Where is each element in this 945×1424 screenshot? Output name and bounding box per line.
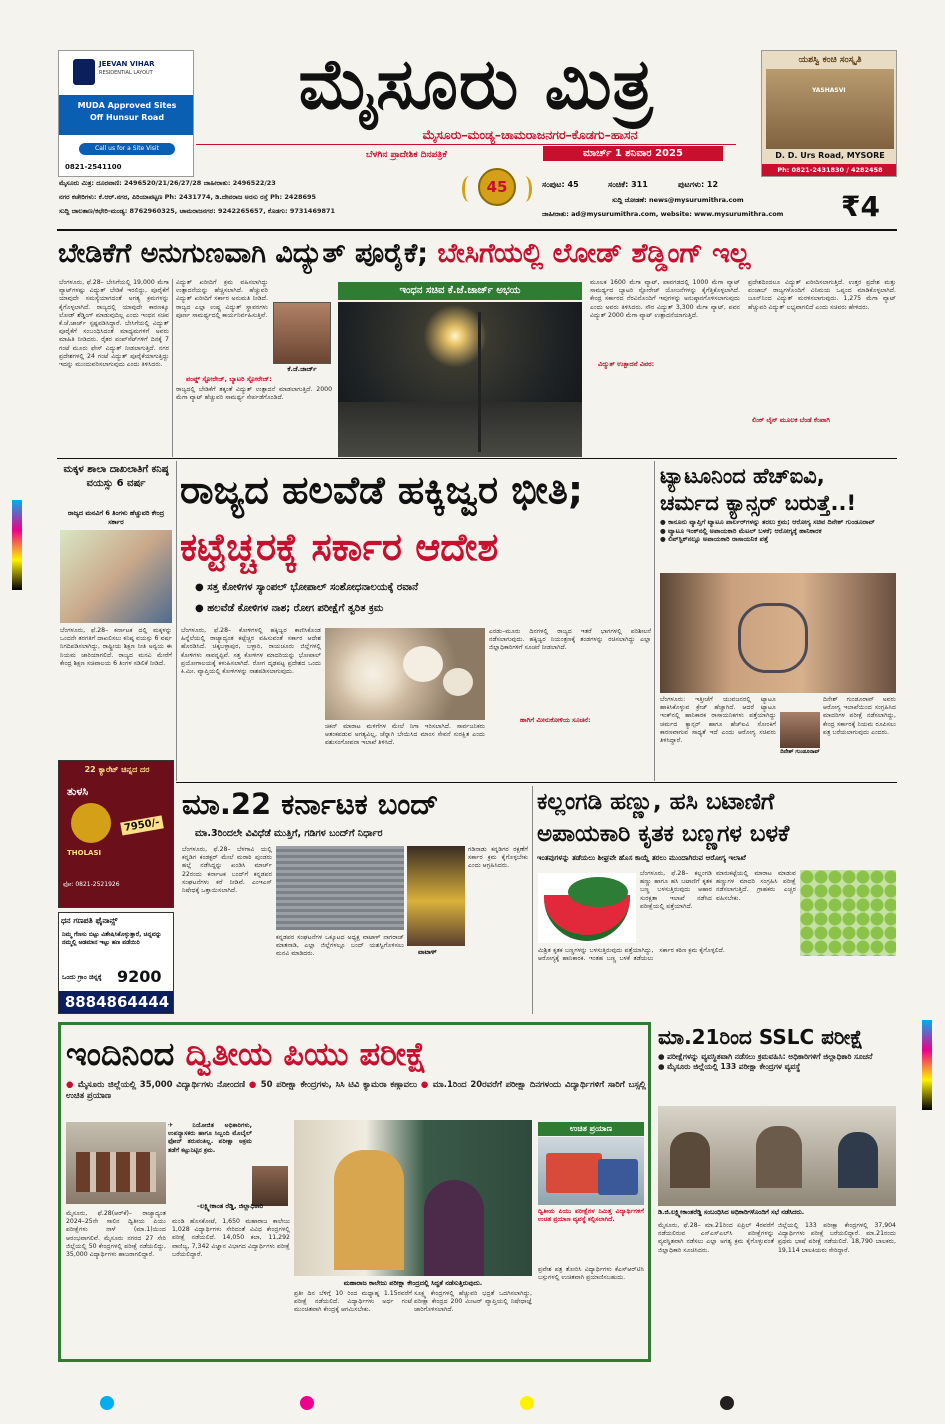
ad-brand: JEEVAN VIHAR — [99, 60, 155, 68]
bandh-body1: ಬೆಂಗಳೂರು, ಫೆ.28– ಬೆಳಗಾವಿ ಯಲ್ಲಿ ಕನ್ನಡಿಗ ಕಂಡಕ್ಟರ್ ಮೇಲೆ ಮರಾಠಿ ಪುಂಡರು ಹಲ್ಲೆ ನಡೆಸಿದ್ದನ್ನು ಖಂಡಿಸಿ ಮಾರ್ಚ್ 22ರಂದು ಕರ್ನಾಟಕ ಬಂದ್‌ಗೆ ಕನ್ನಡಪರ ಸಂಘಟನೆಗಳು ಕರೆ ನೀಡಿವೆ. ಎಂಇಎಸ್ ನಿಷೇಧಕ್ಕೆ ಒತ್ತಾಯಿಸಲಾಗಿದೆ. — [182, 846, 272, 895]
colour-headline-b: ಅಪಾಯಕಾರಿ ಕೃತಕ ಬಣ್ಣಗಳ ಬಳಕೆ — [537, 821, 790, 847]
power-banner: ಇಂಧನ ಸಚಿವ ಕೆ.ಜೆ.ಜಾರ್ಜ್ ಅಭಯ — [338, 282, 582, 300]
info-line1: ಮೈಸೂರು ಮಿತ್ರ: ದೂರವಾಣಿ: 2496520/21/26/27/28 ಜಾಹೀರಾತು: 2496522/23 — [59, 179, 276, 187]
ad-line2: Off Hunsur Road — [89, 113, 165, 122]
vatal-photo — [407, 846, 465, 946]
registration-mark — [720, 1396, 734, 1410]
masthead-tagline: ಮೈಸೂರು–ಮಂಡ್ಯ–ಚಾಮರಾಜನಗರ–ಕೊಡಗು–ಹಾಸನ — [422, 127, 638, 142]
ad-line1: MUDA Approved Sites — [77, 101, 177, 110]
colour-headline-a: ಕಲ್ಲಂಗಡಿ ಹಣ್ಣು, ಹಸಿ ಬಟಾಣಿಗೆ — [537, 789, 775, 815]
birdflu-headline-a: ರಾಜ್ಯದ ಹಲವೆಡೆ ಹಕ್ಕಿಜ್ವರ ಭೀತಿ; — [180, 468, 584, 512]
meeting-photo — [658, 1106, 896, 1206]
quote-by: –ಲಕ್ಷ್ಮೀಕಾಂತ ರೆಡ್ಡಿ, ಜಿಲ್ಲಾಧಿಕಾರಿ — [196, 1202, 264, 1210]
logo-icon — [73, 59, 95, 85]
school-body: ಬೆಂಗಳೂರು, ಫೆ.28– ಕರ್ನಾಟಕ ದಲ್ಲಿ ಮಕ್ಕಳನ್ನು ಒಂದನೇ ತರಗತಿಗೆ ದಾಖಲಿಸಲು ಕನಿಷ್ಠ ವಯಸ್ಸು 6 ವರ್ಷ ನಿಗದಿಪಡಿಸಲಾಗಿದ್ದು, ರಾಷ್ಟ್ರೀಯ ಶಿಕ್ಷಣ ನೀತಿ ಅನ್ವಯ ಈ ನಿಯಮ ಜಾರಿಯಾಗಲಿದೆ. ರಾಜ್ಯದ ಮನವಿ ಮೇರೆಗೆ ಕೇಂದ್ರ ಶಿಕ್ಷಣ ಸಚಿವಾಲಯ 6 ತಿಂಗಳ ಸಡಿಲಿಕೆ ನೀಡಿದೆ. — [60, 627, 172, 667]
power-col3: ರಾಜ್ಯದಲ್ಲಿ ಬೇಡಿಕೆಗೆ ತಕ್ಕಂತೆ ವಿದ್ಯುತ್ ಉತ್ಪಾದನೆ ಮಾಡಲಾಗುತ್ತಿದೆ. 2000 ಮೆಗಾ ವ್ಯಾಟ್ ಹೆಚ್ಚುವರಿ ಸಾಮರ್ಥ್ಯ ಸೇರ್ಪಡೆಗೊಂಡಿದೆ. — [176, 386, 332, 402]
sslc-body2: ಜಿಲ್ಲೆಯಲ್ಲಿ 133 ಪರೀಕ್ಷಾ ಕೇಂದ್ರಗಳಲ್ಲಿ 37,904 ವಿದ್ಯಾರ್ಥಿಗಳು ಪರೀಕ್ಷೆ ಬರೆಯಲಿದ್ದಾರೆ. ಮಾ.21ರಂದು ಪ್ರಥಮ ಭಾಷೆ ಪರೀಕ್ಷೆ ನಡೆಯಲಿದೆ. 18,790 ಬಾಲಕರು, 19,114 ಬಾಲಕಿಯರು ಸೇರಿದ್ದಾರೆ. — [778, 1222, 896, 1254]
ad-addr: D. D. Urs Road, MYSORE — [775, 151, 885, 160]
issue-date: ಮಾರ್ಚ್ 1 ಶನಿವಾರ 2025 — [543, 146, 723, 161]
gold-ad[interactable]: 22 ಕ್ಯಾರೆಟ್ ಚಿನ್ನದ ದರ ತುಳಸಿ THOLASI 7950/- ಫೋ: 0821-2521926 — [58, 760, 174, 908]
right-ad[interactable] — [761, 50, 897, 177]
power-sub3: ಪಂಪ್ಡ್ ಸ್ಟೋರೇಜ್, ಬ್ಯಾಟರಿ ಸ್ಟೋರೇಜ್: — [186, 375, 272, 383]
birdflu-sub: ಹಾಗಿಗೆ ಮೀನುಕೋಳಿಯ ಸೂಚನೆ: — [520, 716, 591, 724]
chickens-photo — [325, 628, 485, 720]
ad-email[interactable]: ಜಾಹೀರಾತು: ad@mysurumithra.com, website: www.mysurumithra.com — [542, 210, 784, 218]
peas-photo — [800, 870, 896, 956]
birdflu-body1: ಬೆಂಗಳೂರು, ಫೆ.28– ಕೋಳಿಗಳಲ್ಲಿ ಹಕ್ಕಿಜ್ವರ ಕಾಣಿಸಿಕೊಂಡ ಹಿನ್ನೆಲೆಯಲ್ಲಿ ರಾಜ್ಯಾದ್ಯಂತ ಕಟ್ಟೆಚ್ಚರ ವಹಿಸುವಂತೆ ಸರ್ಕಾರ ಆದೇಶ ಹೊರಡಿಸಿದೆ. ಚಿಕ್ಕಬಳ್ಳಾಪುರ, ಬಳ್ಳಾರಿ, ರಾಯಚೂರು ಜಿಲ್ಲೆಗಳಲ್ಲಿ ಕೋಳಿಗಳು ಸಾವನ್ನಪ್ಪಿವೆ. ಸತ್ತ ಕೋಳಿಗಳ ಮಾದರಿಯನ್ನು ಭೋಪಾಲ್ ಪ್ರಯೋಗಾಲಯಕ್ಕೆ ಕಳುಹಿಸಲಾಗಿದೆ. ರೋಗ ದೃಢಪಟ್ಟ ಪ್ರದೇಶದ ಒಂದು ಕಿ.ಮೀ. ವ್ಯಾಪ್ತಿಯಲ್ಲಿ ಕೋಳಿಗಳನ್ನು ನಾಶಪಡಿಸಲಾಗುವುದು. — [181, 627, 321, 676]
bandh-body2: ಕನ್ನಡಪರ ಸಂಘಟನೆಗಳ ಒಕ್ಕೂಟದ ಅಧ್ಯಕ್ಷ ವಾಟಾಳ್ ನಾಗರಾಜ್ ಮಾತನಾಡಿ, ಎಲ್ಲಾ ಜಿಲ್ಲೆಗಳಲ್ಲೂ ಬಂದ್ ಯಶಸ್ವಿಗೊಳಿಸಲು ಮನವಿ ಮಾಡಿದರು. — [276, 934, 404, 958]
anniversary-badge: 45 — [456, 158, 538, 212]
classroom-caption: ಮಹಾರಾಜ ಕಾಲೇಜು ಪರೀಕ್ಷಾ ಕೇಂದ್ರದಲ್ಲಿ ಸಿದ್ಧತೆ ನಡೆಸುತ್ತಿರುವುದು. — [343, 1279, 483, 1287]
power-col5: ಪ್ರದೇಶದಿಂದಲೂ ವಿದ್ಯುತ್ ಖರೀದಿಸಲಾಗುತ್ತಿದೆ. ಉತ್ತರ ಪ್ರದೇಶ ಮತ್ತು ಪಂಜಾಬ್ ರಾಜ್ಯಗಳೊಂದಿಗೆ ವಿನಿಮಯ ಒಪ್ಪಂದ ಮಾಡಿಕೊಳ್ಳಲಾಗಿದೆ. ಜೂನ್‌ನಿಂದ ವಿದ್ಯುತ್ ಮರಳಿಸಲಾಗುವುದು. 1,275 ಮೆಗಾ ವ್ಯಾಟ್ ಹೆಚ್ಚುವರಿ ವಿದ್ಯುತ್ ಲಭ್ಯವಾಗಲಿದೆ ಎಂದು ಸಚಿವರು ಹೇಳಿದರು. — [748, 279, 896, 311]
streetlight-photo — [338, 302, 582, 457]
birdflu-bullet1: ● ಸತ್ತ ಕೋಳಿಗಳ ಸ್ಯಾಂಪಲ್ ಭೋಪಾಲ್ ಸಂಶೋಧನಾಲಯಕ್ಕೆ ರವಾನೆ — [195, 582, 419, 593]
puc-quote: ✈ ನಿಯೋಜಿತ ಅಧಿಕಾರಿಗಳು, ಉಪನ್ಯಾಸಕರು ಹಾಗೂ ಸಿಬ್ಬಂದಿ ಮೊಬೈಲ್ ಫೋನ್ ತರುವಂತಿಲ್ಲ. ಪರೀಕ್ಷಾ ಅಕ್ರಮ ತಡೆಗೆ ಕಟ್ಟುನಿಟ್ಟಿನ ಕ್ರಮ. — [168, 1122, 252, 1154]
colour-body1: ಬೆಂಗಳೂರು, ಫೆ.28– ಕಲ್ಲಂಗಡಿ ಹಣ್ಣು ಹಾಗೂ ಹಸಿ ಬಟಾಣಿಗೆ ಕೃತಕ ಬಣ್ಣ ಬಳಸುತ್ತಿರುವುದು ಆಹಾರ ಸುರಕ್ಷತಾ ಇಲಾಖೆ ನಡೆಸಿದ ಪರೀಕ್ಷೆಯಲ್ಲಿ ಪತ್ತೆಯಾಗಿದೆ. — [640, 870, 712, 910]
ad-sub: RESIDENTIAL LAYOUT — [99, 70, 153, 76]
bandh-sub: ಮಾ.3ರಿಂದಲೇ ವಿವಿಧೆಡೆ ಮುತ್ತಿಗೆ, ಗಡಿಗಳ ಬಂದ್‌ಗೆ ನಿರ್ಧಾರ — [195, 828, 383, 839]
color-strip — [922, 1020, 932, 1110]
tholasi-logo-icon — [71, 803, 111, 843]
colour-body3: ಮಾರುಕಟ್ಟೆಯಲ್ಲಿ ಮಾರಾಟ ಮಾಡುವ ಹಣ್ಣುಗಳ ಮಾದರಿ ಸಂಗ್ರಹಿಸಿ ಪರೀಕ್ಷೆ ನಡೆಸಲಾಗುತ್ತಿದೆ. ಗ್ರಾಹಕರು ಎಚ್ಚರ ವಹಿಸಬೇಕು. — [716, 870, 796, 902]
color-strip — [12, 500, 22, 590]
price: ₹4 — [841, 190, 880, 223]
meeting-caption: ಡಿ.ಜಿ.ಲಕ್ಷ್ಮೀಕಾಂತರೆಡ್ಡಿ ಸಂಬಂಧಿಸಿದ ಅಧಿಕಾರಿಗಳೊಂದಿಗೆ ಸಭೆ ನಡೆಸಿದರು. — [658, 1209, 805, 1216]
sslc-body1: ಮೈಸೂರು, ಫೆ.28– ಮಾ.21ರಿಂದ ಏಪ್ರಿಲ್ 4ರವರೆಗೆ ನಡೆಯಲಿರುವ ಎಸ್‌ಎಸ್‌ಎಲ್‌ಸಿ ಪರೀಕ್ಷೆಗಳನ್ನು ವ್ಯವಸ್ಥಿತವಾಗಿ ನಡೆಸಲು ಎಲ್ಲಾ ಅಗತ್ಯ ಕ್ರಮ ಕೈಗೊಳ್ಳುವಂತೆ ಜಿಲ್ಲಾಧಿಕಾರಿ ಸೂಚಿಸಿದರು. — [658, 1222, 774, 1254]
colour-sub: ಇಂತವುಗಳನ್ನು ತಡೆಯಲು ಶೀಘ್ರವೇ ಹೊಸ ಕಾಯ್ದೆ ತರಲು ಮುಂದಾಗಿರುವ ಆರೋಗ್ಯ ಇಲಾಖೆ — [537, 853, 746, 862]
power-sub1: ವಿದ್ಯುತ್ ಉತ್ಪಾದನೆ ವಿವರ: — [598, 360, 655, 368]
volume: ಸಂಪುಟ: 45 — [542, 180, 579, 189]
puc-body3: ಮಂಡಿ ಹೊಸಕೋಟೆ, 1,650 ಮಹಾರಾಜ ಕಾಲೇಜು 1,028 ವಿದ್ಯಾರ್ಥಿಗಳು ಸೇರಿದಂತೆ ವಿವಿಧ ಕೇಂದ್ರಗಳಲ್ಲಿ ಪರೀಕ್ಷೆ ನಡೆಯಲಿದೆ. 14,050 ಕಲಾ, 11,292 ವಾಣಿಜ್ಯ, 7,342 ವಿಜ್ಞಾನ ವಿಭಾಗದ ವಿದ್ಯಾರ್ಥಿಗಳು ಪರೀಕ್ಷೆ ಬರೆಯಲಿದ್ದಾರೆ. — [172, 1218, 290, 1258]
news-email[interactable]: ಸುದ್ದಿ ಜೋಡಣೆ: news@mysurumithra.com — [612, 196, 744, 204]
gundurao-caption: ದಿನೇಶ್ ಗುಂಡೂರಾವ್ — [780, 749, 820, 755]
tattoo-headline-b: ಚರ್ಮದ ಕ್ಯಾನ್ಸರ್ ಬರುತ್ತೆ..! — [660, 491, 857, 515]
colour-body2: ಮಿಶ್ರಿತ ಕೃತಕ ಬಣ್ಣಗಳನ್ನು ಬಳಸುತ್ತಿರುವುದು ಪತ್ತೆಯಾಗಿದ್ದು, ಆರೋಗ್ಯಕ್ಕೆ ಹಾನಿಕಾರಕ. ಇಂತಹ ಬಣ್ಣ ಬಳಕೆ ತಡೆಯಲು ಸರ್ಕಾರ ಕಠಿಣ ಕ್ರಮ ಕೈಗೊಳ್ಳಲಿದೆ. — [538, 947, 725, 963]
puc-body1: ಮೈಸೂರು, ಫೆ.28(ಆರ್‌ಕೆ)– ರಾಜ್ಯಾದ್ಯಂತ 2024–25ನೇ ಸಾಲಿನ ದ್ವಿತೀಯ ಪಿಯು ಪರೀಕ್ಷೆಗಳು ನಾಳೆ (ಮಾ.1)ಯಿಂದ ಆರಂಭವಾಗಲಿವೆ. ಮೈಸೂರು ನಗರದ 27 ಸೇರಿ ಜಿಲ್ಲೆಯಲ್ಲಿ 50 ಕೇಂದ್ರಗಳಲ್ಲಿ ಪರೀಕ್ಷೆ ನಡೆಯಲಿದ್ದು, 35,000 ವಿದ್ಯಾರ್ಥಿಗಳು ಹಾಜರಾಗಲಿದ್ದಾರೆ. — [66, 1210, 166, 1259]
vatal-caption: ವಾಟಾಳ್ — [418, 948, 437, 956]
shutters-photo — [276, 846, 404, 930]
masthead-title: ಮೈಸೂರು ಮಿತ್ರ — [298, 42, 654, 125]
puc-body4: ಪ್ರತೀ ದಿನ ಬೆಳಿಗ್ಗೆ 10 ರಿಂದ ಮಧ್ಯಾಹ್ನ 1.15ರವರೆಗೆ ಪರೀಕ್ಷೆ ನಡೆಯಲಿದೆ. ವಿದ್ಯಾರ್ಥಿಗಳು ಅರ್ಧ ಗಂಟೆ ಮುಂಚಿತವಾಗಿ ಕೇಂದ್ರಕ್ಕೆ ಆಗಮಿಸಬೇಕು. — [294, 1290, 412, 1314]
birdflu-body3: ಎರಡು–ಮೂರು ದಿನಗಳಲ್ಲಿ ರಾಜ್ಯದ ಇತರೆ ಭಾಗಗಳಲ್ಲಿ ಪರಿಶೀಲನೆ ನಡೆಸಲಾಗುವುದು. ಹಕ್ಕಿಜ್ವರ ನಿಯಂತ್ರಣಕ್ಕೆ ತಂಡಗಳನ್ನು ರಚಿಸಲಾಗಿದ್ದು ಎಲ್ಲಾ ಜಿಲ್ಲಾಧಿಕಾರಿಗಳಿಗೆ ಸೂಚನೆ ನೀಡಲಾಗಿದೆ. — [489, 628, 651, 652]
bus-photo — [538, 1137, 644, 1205]
info-line2: ನಗರ ಕಚೇರಿಗಳು: ಕೆ.ಆರ್.ನಗರ, ಪಿರಿಯಾಪಟ್ಟಣ Ph: 2431774, ಡಿ.ದೇವರಾಜ ಅರಸು ರಸ್ತೆ Ph: 2428695 — [59, 193, 317, 201]
ad-label: YASHASVI — [812, 87, 846, 94]
ad-cta[interactable]: Call us for a Site Visit — [79, 143, 175, 155]
ad-title: ಯಶಸ್ವಿ ಕಂಚಿ ಸಂಸ್ಕೃತಿ — [798, 55, 862, 65]
tattoo-bullets: ● ಕಾನೂನು ವ್ಯಾಪ್ತಿಗೆ ಟ್ಯಾಟೂ ಪಾರ್ಲರ್‌ಗಳನ್ನು ತರಲು ಕ್ರಮ; ಆರೋಗ್ಯ ಸಚಿವ ದಿನೇಶ್ ಗುಂಡೂರಾವ್ ● ಟ್ಯಾಟೂ ಇಂಕ್‌ನಲ್ಲಿ ಅಪಾಯಕಾರಿ ಮೆಟಲ್ ಬಳಕೆ; ಆರೋಗ್ಯಕ್ಕೆ ಹಾನಿಕಾರಕ ● ಲಿಪ್‌ಸ್ಟಿಕ್‌ನಲ್ಲೂ ಅಪಾಯಕಾರಿ ರಾಸಾಯನಿಕ ಪತ್ತೆ — [660, 518, 875, 544]
power-col1: ಬೆಂಗಳೂರು, ಫೆ.28– ಬೇಸಿಗೆಯಲ್ಲಿ 19,000 ಮೆಗಾ ವ್ಯಾಟ್‌ಗಳಷ್ಟು ವಿದ್ಯುತ್ ಬೇಡಿಕೆ ಇರಲಿದ್ದು, ಪೂರೈಕೆಗೆ ಯಾವುದೇ ಸಮಸ್ಯೆಯಾಗದಂತೆ ಅಗತ್ಯ ಕ್ರಮಗಳನ್ನು ಕೈಗೊಳ್ಳಲಾಗಿದೆ. ರಾಜ್ಯದಲ್ಲಿ ಯಾವುದೇ ಕಾರಣಕ್ಕೂ ಲೋಡ್ ಶೆಡ್ಡಿಂಗ್ ಮಾಡುವುದಿಲ್ಲ ಎಂದು ಇಂಧನ ಸಚಿವ ಕೆ.ಜೆ.ಜಾರ್ಜ್ ಸ್ಪಷ್ಟಪಡಿಸಿದ್ದಾರೆ. ಬೇಸಿಗೆಯಲ್ಲಿ ವಿದ್ಯುತ್ ಪೂರೈಕೆಗೆ ಸಂಬಂಧಿಸಿದಂತೆ ಮಾಧ್ಯಮಗಳಿಗೆ ಅವರು ಮಾಹಿತಿ ನೀಡಿದರು. ರೈತರ ಪಂಪ್‌ಸೆಟ್‌ಗಳಿಗೆ ದಿನಕ್ಕೆ 7 ಗಂಟೆ ಮೂರು ಫೇಸ್ ವಿದ್ಯುತ್ ನೀಡಲಾಗುತ್ತಿದೆ. ನಗರ ಪ್ರದೇಶಗಳಲ್ಲಿ 24 ಗಂಟೆ ವಿದ್ಯುತ್ ಪೂರೈಕೆಯಾಗುತ್ತಿದ್ದು ಇದನ್ನು ಮುಂದುವರಿಸಲಾಗುವುದು ಎಂದು ತಿಳಿಸಿದರು. — [59, 279, 169, 369]
tattoo-body2: ದಿನೇಶ್ ಗುಂಡೂರಾವ್ ಅವರು ಆರೋಗ್ಯ ಇಲಾಖೆಯಿಂದ ಸಂಗ್ರಹಿಸಿದ ಮಾದರಿಗಳ ಪರೀಕ್ಷೆ ನಡೆಸಲಾಗಿದ್ದು, ಕೇಂದ್ರ ಸರ್ಕಾರಕ್ಕೆ ನಿಯಮ ರೂಪಿಸಲು ಪತ್ರ ಬರೆಯಲಾಗುವುದು ಎಂದರು. — [823, 696, 896, 736]
minister-photo — [273, 302, 331, 364]
issue-number: ಸಂಚಿಕೆ: 311 — [608, 180, 648, 189]
masthead-sub: ಬೆಳಗಿನ ಪ್ರಾದೇಶಿಕ ದಿನಪತ್ರಿಕೆ — [366, 150, 447, 160]
left-ad[interactable] — [58, 50, 194, 177]
registration-mark — [300, 1396, 314, 1410]
puc-headline: ಇಂದಿನಿಂದ ದ್ವಿತೀಯ ಪಿಯು ಪರೀಕ್ಷೆ — [66, 1035, 427, 1073]
info-line3: ಸುದ್ದಿ ಜಾಲತಾಣ/ಕಛೇರಿ-ಮಂಡ್ಯ: 8762960325, ಚಾಮರಾಜನಗರ: 9242265657, ಕೊಡಗು: 9731469871 — [59, 207, 336, 215]
puc-body5: ಪ್ರವೇಶ ಪತ್ರ ತೋರಿಸಿ ವಿದ್ಯಾರ್ಥಿಗಳು ಕೆಎಸ್‌ಆರ್‌ಟಿಸಿ ಬಸ್ಸುಗಳಲ್ಲಿ ಉಚಿತವಾಗಿ ಪ್ರಯಾಣಿಸಬಹುದು. — [538, 1266, 644, 1282]
finance-ad[interactable]: ಧನ ಗಣಪತಿ ಫೈನಾನ್ಸ್ ನಿಮ್ಮ ಗೆಣಸು ಬಿಟ್ಟು ವಿಶೇಷಿಸಿಕೊಳ್ಳುತ್ತಾರೆ, ಚಿನ್ನವನ್ನು ನಮ್ಮಲ್ಲಿ ಅಡಮಾನ ಇಟ್ಟು ಹಣ ಪಡೆಯಿರಿ ಒಂದು ಗ್ರಾಂ ಚಿನ್ನಕ್ಕೆ 9200 8884864444 — [58, 912, 174, 1014]
power-col4: ಮೂಲಕ 1600 ಮೆಗಾ ವ್ಯಾಟ್, ಪಾವಗಡದಲ್ಲಿ 1000 ಮೆಗಾ ವ್ಯಾಟ್ ಸಾಮರ್ಥ್ಯದ ಬ್ಯಾಟರಿ ಸ್ಟೋರೇಜ್ ಯೋಜನೆಗಳನ್ನು ಕೈಗೆತ್ತಿಕೊಳ್ಳಲಾಗಿದೆ. ಕೇಂದ್ರ ಸರ್ಕಾರದ ನೆರವಿನೊಂದಿಗೆ ಇವುಗಳನ್ನು ಅನುಷ್ಠಾನಗೊಳಿಸಲಾಗುವುದು ಎಂದು ಅವರು ತಿಳಿಸಿದರು. ಸೌರ ವಿದ್ಯುತ್ 3,300 ಮೆಗಾ ವ್ಯಾಟ್, ಪವನ ವಿದ್ಯುತ್ 2000 ಮೆಗಾ ವ್ಯಾಟ್ ಉತ್ಪಾದನೆಯಾಗುತ್ತಿದೆ. — [590, 279, 740, 319]
tattoo-body: ಬೆಂಗಳೂರು: ಇತ್ತೀಚೆಗೆ ಯುವಜನರಲ್ಲಿ ಟ್ಯಾಟೂ ಹಾಕಿಸಿಕೊಳ್ಳುವ ಕ್ರೇಜ್ ಹೆಚ್ಚಾಗಿದೆ. ಆದರೆ ಟ್ಯಾಟೂ ಇಂಕ್‌ನಲ್ಲಿ ಹಾನಿಕಾರಕ ರಾಸಾಯನಿಕಗಳು ಪತ್ತೆಯಾಗಿದ್ದು ಚರ್ಮದ ಕ್ಯಾನ್ಸರ್ ಹಾಗೂ ಹೆಚ್‌ಐವಿ ಸೋಂಕಿಗೆ ಕಾರಣವಾಗುವ ಸಾಧ್ಯತೆ ಇದೆ ಎಂದು ಆರೋಗ್ಯ ಸಚಿವರು ತಿಳಿಸಿದ್ದಾರೆ. — [660, 696, 776, 745]
sslc-bullets: ● ಪರೀಕ್ಷೆಗಳನ್ನು ವ್ಯವಸ್ಥಿತವಾಗಿ ನಡೆಸಲು ಕ್ರಮವಹಿಸಿ: ಅಧಿಕಾರಿಗಳಿಗೆ ಜಿಲ್ಲಾಧಿಕಾರಿ ಸೂಚನೆ ● ಮೈಸೂರು ಜಿಲ್ಲೆಯಲ್ಲಿ 133 ಪರೀಕ್ಷಾ ಕೇಂದ್ರಗಳ ವ್ಯವಸ್ಥೆ — [658, 1052, 873, 1071]
ad-phone-right: Ph: 0821-2431830 / 4282458 — [762, 164, 897, 177]
tattoo-photo — [660, 573, 896, 693]
bandh-body3: ಗಡಿನಾಡು ಕನ್ನಡಿಗರ ರಕ್ಷಣೆಗೆ ಸರ್ಕಾರ ಕ್ರಮ ಕೈಗೊಳ್ಳಬೇಕು ಎಂದು ಆಗ್ರಹಿಸಿದರು. — [468, 846, 528, 870]
gundurao-photo — [780, 712, 820, 748]
birdflu-bullet2: ● ಹಲವೆಡೆ ಕೋಳಿಗಳ ನಾಶ; ರೋಗ ಪರೀಕ್ಷೆಗೆ ತ್ವರಿತ ಕ್ರಮ — [195, 603, 384, 614]
bus-label: ಉಚಿತ ಪ್ರಯಾಣ — [538, 1122, 644, 1136]
puc-body2: ಸೂಕ್ಷ್ಮ ಕೇಂದ್ರಗಳಲ್ಲಿ ಹೆಚ್ಚುವರಿ ಭದ್ರತೆ ಒದಗಿಸಲಾಗಿದ್ದು, ಪರೀಕ್ಷಾ ಕೇಂದ್ರದ 200 ಮೀಟರ್ ವ್ಯಾಪ್ತಿಯಲ್ಲಿ ನಿಷೇಧಾಜ್ಞೆ ಜಾರಿಗೊಳಿಸಲಾಗಿದೆ. — [414, 1290, 532, 1314]
power-col2: ವಿದ್ಯುತ್ ಖರೀದಿಗೆ ಕ್ರಮ ವಹಿಸಲಾಗಿದ್ದು ಉತ್ಪಾದನೆಯನ್ನು ಹೆಚ್ಚಿಸಲಾಗಿದೆ. ಹೆಚ್ಚುವರಿ ವಿದ್ಯುತ್ ಖರೀದಿಗೆ ಸರ್ಕಾರ ಅನುಮತಿ ನೀಡಿದೆ. ರಾಜ್ಯದ ಎಲ್ಲಾ ಉಷ್ಣ ವಿದ್ಯುತ್ ಸ್ಥಾವರಗಳು ಪೂರ್ಣ ಸಾಮರ್ಥ್ಯದಲ್ಲಿ ಕಾರ್ಯನಿರ್ವಹಿಸುತ್ತಿವೆ. — [176, 279, 268, 319]
headline-power: ಬೇಡಿಕೆಗೆ ಅನುಗುಣವಾಗಿ ವಿದ್ಯುತ್ ಪೂರೈಕೆ; ಬೇಸಿಗೆಯಲ್ಲಿ ಲೋಡ್ ಶೆಡ್ಡಿಂಗ್ ಇಲ್ಲ — [58, 238, 751, 269]
exam-hall-photo — [66, 1122, 166, 1204]
dc-photo — [252, 1166, 288, 1206]
sslc-headline: ಮಾ.21ರಿಂದ SSLC ಪರೀಕ್ಷೆ — [658, 1025, 864, 1049]
school-headline: ಮಕ್ಕಳ ಶಾಲಾ ದಾಖಲಾತಿಗೆ ಕನಿಷ್ಠ ವಯಸ್ಸು 6 ವರ್ಷ — [63, 464, 169, 489]
school-kids-photo — [60, 530, 172, 623]
registration-mark — [100, 1396, 114, 1410]
school-sub: ರಾಜ್ಯದ ಮನವಿಗೆ 6 ತಿಂಗಳು ಹೆಚ್ಚುವರಿ ಕೇಂದ್ರ ಸರ್ಕಾರ — [67, 509, 165, 526]
puc-bullets: ● ಮೈಸೂರು ಜಿಲ್ಲೆಯಲ್ಲಿ 35,000 ವಿದ್ಯಾರ್ಥಿಗಳು ನೋಂದಣಿ ● 50 ಪರೀಕ್ಷಾ ಕೇಂದ್ರಗಳು, ಸಿಸಿ ಟಿವಿ ಕ್ಯಾಮರಾ ಕಣ್ಗಾವಲು ● ಮಾ.1ರಿಂದ 20ರವರೆಗೆ ಪರೀಕ್ಷಾ ದಿನಗಳಂದು ವಿದ್ಯಾರ್ಥಿಗಳಿಗೆ ಸಾರಿಗೆ ಬಸ್ಸಲ್ಲಿ ಉಚಿತ ಪ್ರಯಾಣ — [66, 1080, 646, 1101]
power-sub2: ಲಿಂಕ್ ಲೈನ್ ಮೂಲಕ ಬೆಂಡೆ ಕೆಂಪಾಗಿ — [752, 416, 830, 424]
minister-caption: ಕೆ.ಜೆ.ಜಾರ್ಜ್ — [287, 365, 317, 373]
birdflu-body2: ಚಿಕನ್ ಮಾರಾಟ ಮಳಿಗೆಗಳ ಮೇಲೆ ನಿಗಾ ಇರಿಸಲಾಗಿದೆ. ಸಾರ್ವಜನಿಕರು ಆತಂಕಪಡುವ ಅಗತ್ಯವಿಲ್ಲ, ಚೆನ್ನಾಗಿ ಬೇಯಿಸಿದ ಮಾಂಸ ಸೇವನೆ ಸುರಕ್ಷಿತ ಎಂದು ಪಶುಸಂಗೋಪನಾ ಇಲಾಖೆ ತಿಳಿಸಿದೆ. — [325, 723, 485, 747]
registration-mark — [520, 1396, 534, 1410]
bus-caption: ದ್ವಿತೀಯ ಪಿಯು ಪರೀಕ್ಷೆಗಳ ನಿಮಿತ್ತ ವಿದ್ಯಾರ್ಥಿಗಳಿಗೆ ಉಚಿತ ಪ್ರಯಾಣ ವ್ಯವಸ್ಥೆ ಕಲ್ಪಿಸಲಾಗಿದೆ. — [538, 1208, 644, 1224]
birdflu-headline-b: ಕಟ್ಟೆಚ್ಚರಕ್ಕೆ ಸರ್ಕಾರ ಆದೇಶ — [180, 525, 499, 569]
tattoo-headline-a: ಟ್ಯಾಟೂನಿಂದ ಹೆಚ್‌ಐವಿ, — [660, 464, 825, 488]
ad-phone: 0821-2541100 — [65, 163, 122, 171]
bandh-headline: ಮಾ.22 ಕರ್ನಾಟಕ ಬಂದ್ — [182, 787, 439, 821]
classroom-photo — [294, 1120, 532, 1276]
page-count: ಪುಟಗಳು: 12 — [678, 180, 719, 189]
storefront-image — [766, 69, 894, 149]
watermelon-photo — [538, 873, 636, 943]
